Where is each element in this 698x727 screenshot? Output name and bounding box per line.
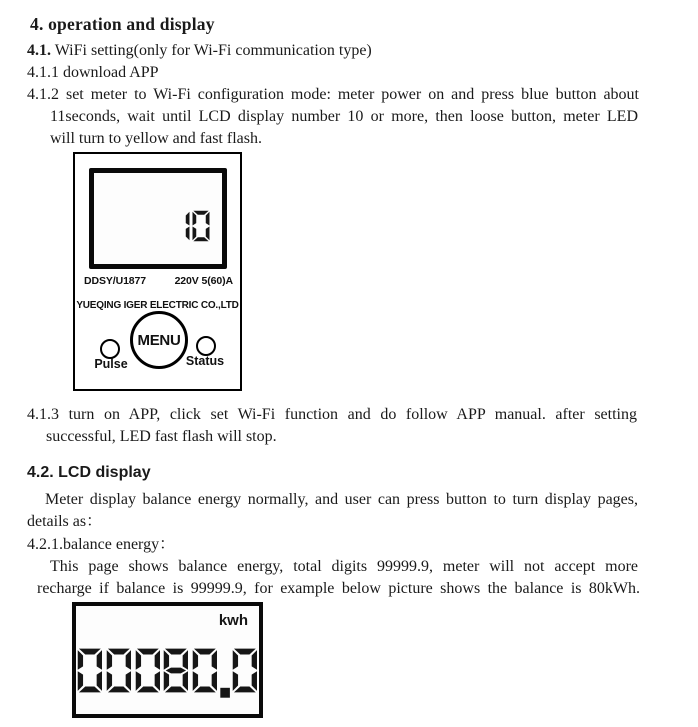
status-led-label: Status xyxy=(185,354,225,368)
meter-front-panel-figure xyxy=(73,152,242,391)
meter-lcd-display xyxy=(89,168,227,269)
kwh-unit-label: kwh xyxy=(218,612,248,629)
meter-lcd-digits xyxy=(171,206,211,246)
menu-button: MENU xyxy=(130,311,188,369)
status-led-icon xyxy=(196,336,216,356)
meter-labels-row xyxy=(75,275,240,287)
pulse-led-label: Pulse xyxy=(94,357,128,371)
balance-lcd-figure xyxy=(72,602,263,718)
step-4-1-3-line-2: successful, LED fast flash will stop. xyxy=(46,428,277,445)
balance-energy-paragraph-line-2: recharge if balance is 99999.9, for example below picture shows the balance is 80kWh. xyxy=(37,580,640,597)
subsection-4-1-line xyxy=(27,40,372,61)
step-4-1-2-line-1: 4.1.2 set meter to Wi-Fi configuration mode: meter power on and press blue button about xyxy=(27,86,639,103)
lcd-display-paragraph-line-1: Meter display balance energy normally, and user can press button to turn display pages, xyxy=(45,491,638,508)
section-heading-lcd-display: 4.2. LCD display xyxy=(27,464,151,481)
subsection-4-1-number: 4.1. xyxy=(27,42,51,59)
section-heading-operation-and-display: 4. operation and display xyxy=(30,14,215,34)
balance-energy-paragraph-line-1: This page shows balance energy, total digits 99999.9, meter will not accept more xyxy=(50,558,638,575)
pulse-led-icon xyxy=(100,339,120,359)
lcd-display-paragraph-line-2: details as： xyxy=(27,513,103,530)
subsection-4-2-1-heading: 4.2.1.balance energy： xyxy=(27,536,176,553)
meter-rating-label: 220V 5(60)A xyxy=(174,275,233,287)
step-4-1-1-line: 4.1.1 download APP xyxy=(27,64,159,81)
step-4-1-2-line-3: will turn to yellow and fast flash. xyxy=(50,130,262,147)
subsection-4-1-text: WiFi setting(only for Wi-Fi communication type) xyxy=(51,42,372,59)
meter-company-label: YUEQING IGER ELECTRIC CO.,LTD xyxy=(76,300,239,311)
balance-lcd-digits xyxy=(76,642,259,699)
step-4-1-3-line-1: 4.1.3 turn on APP, click set Wi-Fi function and do follow APP manual. after setting xyxy=(27,406,637,423)
meter-model-label: DDSY/U1877 xyxy=(84,275,147,287)
step-4-1-2-line-2: 11seconds, wait until LCD display number 10 or more, then loose button, meter LED xyxy=(50,108,638,125)
